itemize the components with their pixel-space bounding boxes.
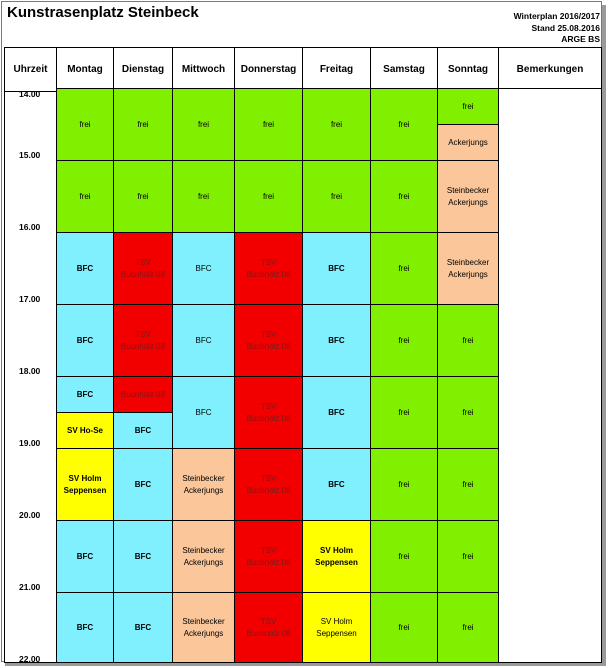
sheet-shadow-right: [602, 5, 606, 666]
slot-wednesday: BFC: [172, 232, 235, 305]
time-label: 14.00: [19, 89, 41, 99]
slot-tuesday: TSV Buchholz 08: [113, 304, 173, 377]
slot-friday: BFC: [302, 304, 371, 377]
slot-sunday: frei: [437, 304, 499, 377]
slot-monday: SV Holm Seppensen: [56, 448, 114, 521]
slot-saturday: frei: [370, 232, 438, 305]
slot-tuesday: Buchholz 08: [113, 376, 173, 413]
time-label: 20.00: [19, 510, 41, 520]
plan-name: Winterplan 2016/2017: [513, 11, 600, 21]
slot-friday: BFC: [302, 448, 371, 521]
slot-thursday: TSV Buchholz 08: [234, 304, 303, 377]
header-tuesday: Dienstag: [113, 47, 173, 92]
slot-sunday: frei: [437, 592, 499, 663]
slot-saturday: frei: [370, 592, 438, 663]
slot-saturday: frei: [370, 376, 438, 449]
slot-tuesday: BFC: [113, 592, 173, 663]
slot-monday: BFC: [56, 304, 114, 377]
slot-monday: SV Ho-Se: [56, 412, 114, 449]
header-sunday: Sonntag: [437, 47, 499, 92]
slot-wednesday: Steinbecker Ackerjungs: [172, 448, 235, 521]
slot-monday: BFC: [56, 520, 114, 593]
slot-wednesday: frei: [172, 88, 235, 161]
time-label: 21.00: [19, 582, 41, 592]
slot-tuesday: BFC: [113, 520, 173, 593]
slot-sunday: frei: [437, 88, 499, 125]
slot-saturday: frei: [370, 304, 438, 377]
slot-friday: frei: [302, 88, 371, 161]
time-label: 22.00: [19, 654, 41, 664]
slot-sunday: frei: [437, 376, 499, 449]
slot-monday: BFC: [56, 592, 114, 663]
slot-friday: SV Holm Seppensen: [302, 592, 371, 663]
slot-thursday: frei: [234, 160, 303, 233]
page-title: Kunstrasenplatz Steinbeck: [7, 4, 199, 21]
slot-monday: BFC: [56, 376, 114, 413]
slot-friday: SV Holm Seppensen: [302, 520, 371, 593]
slot-friday: frei: [302, 160, 371, 233]
time-label: 19.00: [19, 438, 41, 448]
slot-wednesday: frei: [172, 160, 235, 233]
time-label: 17.00: [19, 294, 41, 304]
slot-saturday: frei: [370, 520, 438, 593]
slot-saturday: frei: [370, 448, 438, 521]
slot-thursday: TSV Buchholz 08: [234, 520, 303, 593]
slot-thursday: TSV Buchholz 08: [234, 376, 303, 449]
slot-thursday: TSV Buchholz 08: [234, 592, 303, 663]
header-saturday: Samstag: [370, 47, 438, 92]
slot-thursday: frei: [234, 88, 303, 161]
slot-sunday: frei: [437, 520, 499, 593]
plan-date: Stand 25.08.2016: [531, 23, 600, 33]
slot-tuesday: frei: [113, 160, 173, 233]
slot-sunday: Steinbecker Ackerjungs: [437, 160, 499, 233]
slot-tuesday: BFC: [113, 448, 173, 521]
header-monday: Montag: [56, 47, 114, 92]
slot-friday: BFC: [302, 376, 371, 449]
slot-wednesday: BFC: [172, 304, 235, 377]
header-wednesday: Mittwoch: [172, 47, 235, 92]
slot-tuesday: BFC: [113, 412, 173, 449]
slot-saturday: frei: [370, 88, 438, 161]
slot-thursday: TSV Buchholz 08: [234, 448, 303, 521]
slot-tuesday: frei: [113, 88, 173, 161]
slot-tuesday: TSV Buchholz 08: [113, 232, 173, 305]
plan-author: ARGE BS: [561, 34, 600, 44]
slot-sunday: Ackerjungs: [437, 124, 499, 161]
slot-monday: frei: [56, 88, 114, 161]
slot-sunday: frei: [437, 448, 499, 521]
time-label: 15.00: [19, 150, 41, 160]
notes-column: [498, 88, 602, 663]
header-time: Uhrzeit: [4, 47, 57, 92]
slot-wednesday: Steinbecker Ackerjungs: [172, 520, 235, 593]
slot-monday: frei: [56, 160, 114, 233]
slot-wednesday: Steinbecker Ackerjungs: [172, 592, 235, 663]
slot-wednesday: BFC: [172, 376, 235, 449]
slot-sunday: Steinbecker Ackerjungs: [437, 232, 499, 305]
header-thursday: Donnerstag: [234, 47, 303, 92]
header-notes: Bemerkungen: [498, 47, 602, 92]
header-friday: Freitag: [302, 47, 371, 92]
slot-monday: BFC: [56, 232, 114, 305]
time-column: [4, 91, 57, 663]
slot-friday: BFC: [302, 232, 371, 305]
slot-thursday: TSV Buchholz 08: [234, 232, 303, 305]
time-label: 18.00: [19, 366, 41, 376]
time-label: 16.00: [19, 222, 41, 232]
slot-saturday: frei: [370, 160, 438, 233]
